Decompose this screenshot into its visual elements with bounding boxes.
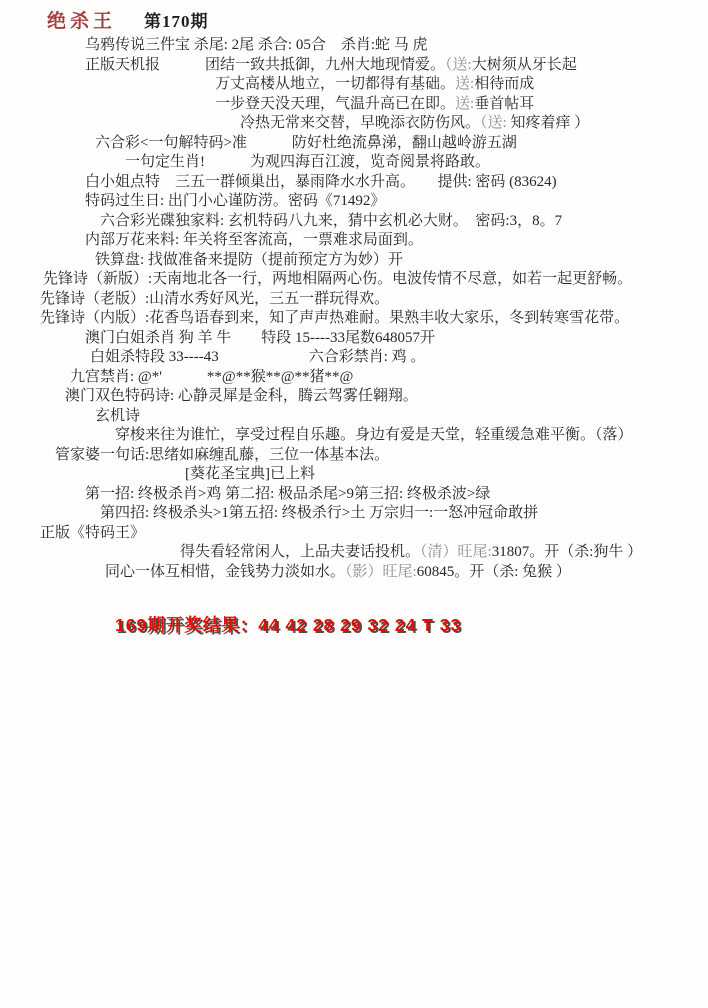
- text-segment: 一句定生肖! 为观四海百江渡，览奇阅景将路敢。: [125, 154, 490, 170]
- text-segment: 管家婆一句话:思绪如麻缠乱藤，三位一体基本法。: [55, 446, 390, 463]
- text-segment: 第一招: 终极杀肖>鸡 第二招: 极品杀尾>9第三招: 终极杀波>绿: [85, 485, 491, 502]
- text-line: [0, 348, 708, 368]
- text-line: [0, 231, 708, 251]
- text-segment: 铁算盘: 找做准备来提防（提前预定方为妙）开: [95, 251, 403, 268]
- text-segment: 九宫禁肖: @*' **@**猴**@**猪**@: [70, 368, 354, 385]
- text-segment: 冷热无常来交替，早晚添衣防伤风。: [240, 115, 481, 131]
- text-line: [0, 212, 708, 232]
- text-segment: （影）旺尾:: [345, 563, 417, 580]
- previous-draw-result: 169期开奖结果：44 42 28 29 32 24 T 33: [115, 615, 462, 635]
- text-segment: 内部万花来料: 年关将至客流高，一票难求局面到。: [85, 232, 423, 248]
- issue-number: 第170期: [144, 12, 209, 31]
- header: [0, 6, 708, 32]
- text-segment: 同心一体互相惜，金钱势力淡如水。: [105, 563, 346, 580]
- text-segment: 六合彩光碟独家料: 玄机特码八九来，猜中玄机必大财。 密码:3，8。7: [100, 212, 563, 229]
- text-segment: 澳门双色特码诗: 心静灵犀是金科，腾云驾雾任翱翔。: [65, 388, 418, 404]
- text-segment: 送:: [455, 95, 475, 112]
- text-line: [0, 173, 708, 193]
- text-segment: 六合彩<一句解特码>准 防好杜绝流鼻涕，翻山越岭游五湖: [95, 134, 517, 151]
- text-line: [0, 485, 708, 505]
- text-line: [0, 309, 708, 329]
- text-line: [0, 192, 708, 212]
- text-segment: 一步登天没天理，气温升高已在即。: [215, 95, 456, 112]
- text-segment: [葵花圣宝典]已上料: [185, 466, 315, 482]
- text-segment: 乌鸦传说三件宝 杀尾: 2尾 杀合: 05合 杀肖:蛇 马 虎: [85, 37, 428, 53]
- text-segment: 相待而成: [474, 76, 535, 92]
- text-segment: （清）旺尾:: [420, 544, 492, 560]
- text-line: [0, 543, 708, 563]
- text-segment: 正版《特码王》: [40, 524, 146, 541]
- text-segment: 先锋诗（内版）:花香鸟语春到来，知了声声热难耐。果熟丰收大家乐，冬到转寒雪花带。: [40, 310, 630, 326]
- text-line: [0, 114, 708, 134]
- text-line: [0, 387, 708, 407]
- text-line: [0, 465, 708, 485]
- text-segment: 垂首帖耳: [474, 95, 535, 112]
- text-line: [0, 446, 708, 466]
- text-line: [0, 251, 708, 271]
- text-line: [0, 407, 708, 427]
- text-segment: 澳门白姐杀肖 狗 羊 牛 特段 15----33尾数648057开: [85, 329, 435, 346]
- text-segment: （送:: [445, 56, 472, 73]
- text-segment: 第四招: 终极杀头>1第五招: 终极杀行>土 万宗归一:一怒冲冠命敢拼: [100, 505, 539, 521]
- content-lines: [0, 36, 708, 582]
- text-line: [0, 426, 708, 446]
- text-segment: （送:: [480, 115, 507, 131]
- text-segment: 白小姐点特 三五一群倾巢出，暴雨降水水升高。 提供: 密码 (83624): [85, 173, 557, 190]
- text-line: [0, 36, 708, 56]
- text-segment: 31807。开（杀:狗牛 ）: [491, 544, 643, 560]
- text-segment: 知疼着痒 ）: [506, 115, 590, 131]
- text-segment: 先锋诗（老版）:山清水秀好风光，三五一群玩得欢。: [40, 290, 390, 307]
- text-line: [0, 504, 708, 524]
- text-line: [0, 75, 708, 95]
- text-segment: 送:: [455, 76, 475, 92]
- text-line: [0, 134, 708, 154]
- text-segment: 先锋诗（新版）:天南地北各一行，两地相隔两心伤。电波传情不尽意，如若一起更舒畅。: [43, 271, 633, 287]
- text-line: [0, 56, 708, 76]
- text-line: [0, 153, 708, 173]
- text-line: [0, 563, 708, 583]
- text-segment: 白姐杀特段 33----43 六合彩禁肖: 鸡 。: [90, 349, 426, 365]
- text-segment: 玄机诗: [95, 407, 141, 424]
- text-segment: 穿梭来往为谁忙，享受过程自乐趣。身边有爱是天堂，轻重缓急难平衡。（落）: [115, 427, 633, 443]
- text-line: [0, 95, 708, 115]
- text-segment: 得失看轻常闲人，上品夫妻话投机。: [180, 544, 421, 560]
- text-line: [0, 524, 708, 544]
- text-segment: 万丈高楼从地立，一切都得有基础。: [215, 76, 456, 92]
- text-line: [0, 329, 708, 349]
- text-line: [0, 290, 708, 310]
- text-line: [0, 368, 708, 388]
- text-segment: 60845。开（杀: 兔猴 ）: [416, 563, 571, 580]
- page-title: 绝杀王: [47, 11, 117, 32]
- text-segment: 正版天机报 团结一致共抵御，九州大地现情爱。: [85, 56, 446, 73]
- text-segment: 大树须从牙长起: [471, 56, 577, 73]
- text-segment: 特码过生日: 出门小心谨防涝。密码《71492》: [85, 193, 386, 209]
- text-line: [0, 270, 708, 290]
